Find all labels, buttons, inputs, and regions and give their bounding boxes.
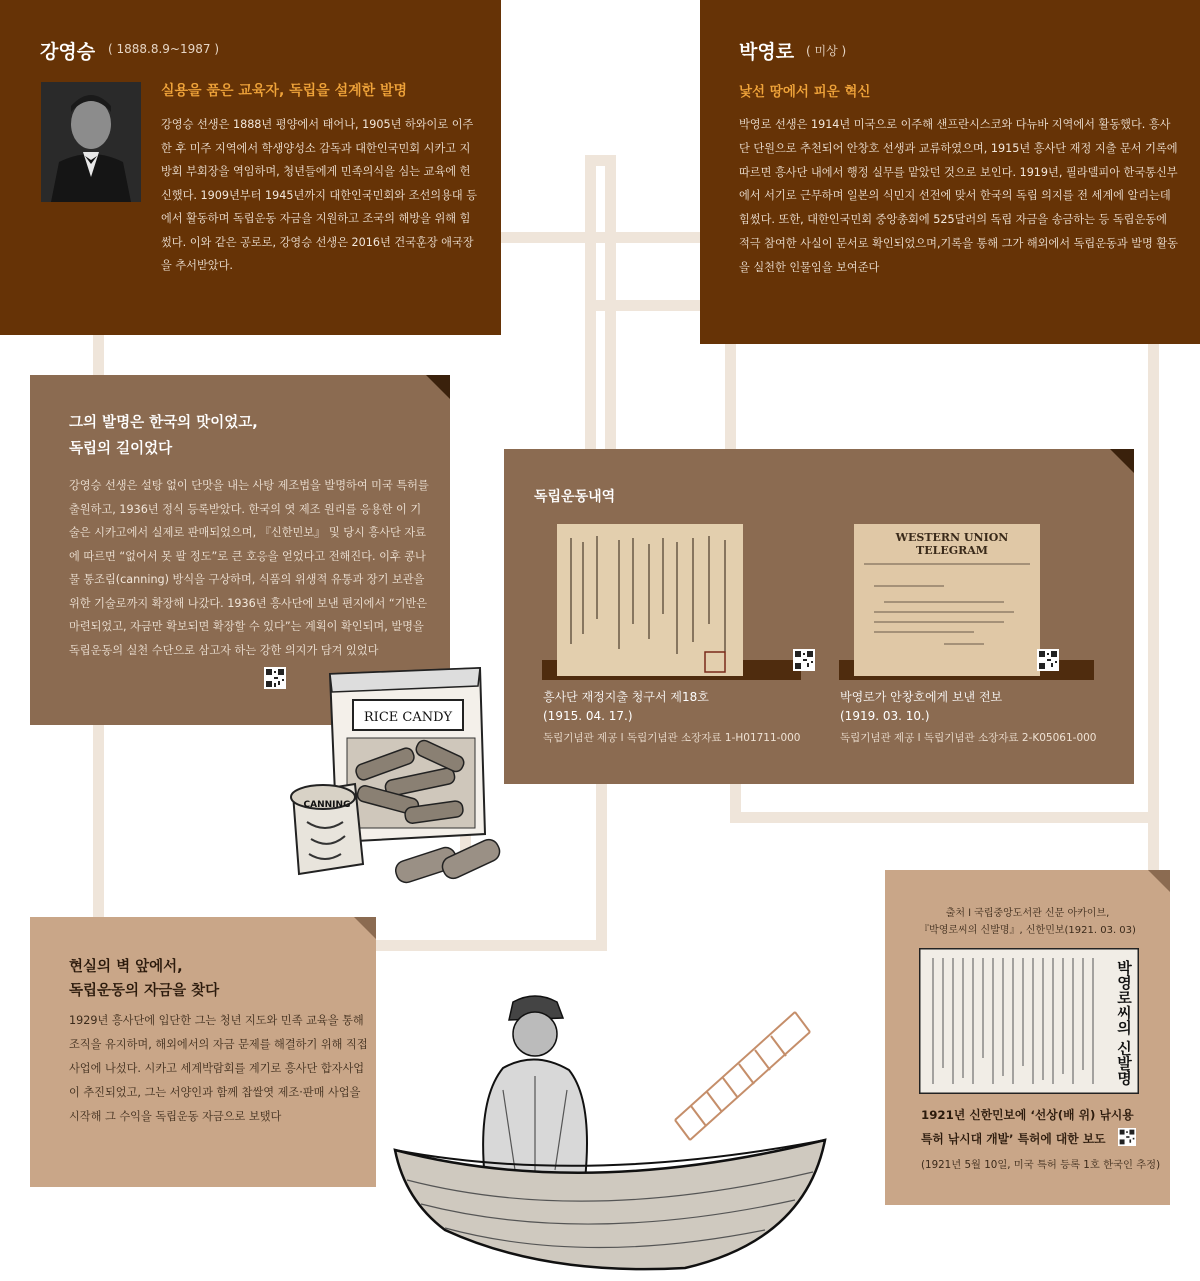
qr-code-icon[interactable] [1037,649,1059,671]
record-caption-date: (1919. 03. 10.) [840,709,930,723]
invention-title-line2: 독립의 길이었다 [69,441,173,457]
record-item-telegram [831,524,1101,764]
record-title: 독립운동내역 [534,489,616,505]
corner-fold [354,917,376,939]
funding-title-line2: 독립운동의 자금을 찾다 [69,983,220,999]
person-name: 강영승 [40,41,96,63]
bio-panel-kang [0,0,501,335]
telegram-document-image[interactable] [854,524,1040,676]
fisherman-boat-illustration [385,990,835,1280]
news-source [885,905,1170,939]
person-name: 박영로 [739,41,795,63]
invention-body: 강영승 선생은 설탕 없이 단맛을 내는 사탕 제조법을 발명하여 미국 특허를 출원하고, 1936년 정식 등록받았다. 한국의 엿 제조 원리를 응용한 이 기술은 시카고에서 실제로 판매되었으며, 『신한민보』 및 당시 흥사단 자료에 따르면 “없어서 못 팔 정도”로 큰 호응을 얻었다고 전해진다. 이후 콩나물 통조림(canning) 방식을 구상하며, 식품의 위생적 유통과 장기 보관을 위한 기술로까지 확장해 나갔다. 1936년 흥사단에 보낸 편지에서 “기반은 마련되었고, 자금만 확보되면 확장할 수 있다”는 계획이 확인되며, 발명을 독립운동의 실천 수단으로 삼고자 하는 강한 의지가 담겨 있었다 [69,479,429,657]
funding-title [69,955,219,1003]
independence-record-panel [504,449,1134,784]
person-lifespan: ( 미상 ) [806,44,847,58]
corner-fold [1110,449,1134,473]
news-headline: 박영로씨의 신발명 [1115,960,1133,1086]
corner-fold [1148,870,1170,892]
funding-body: 1929년 흥사단에 입단한 그는 청년 지도와 민족 교육을 통해 조직을 유지하며, 해외에서의 자금 문제를 해결하기 위해 직접 사업에 나섰다. 시카고 세계박람회를 계기로 흥사단 합자사업이 추진되었고, 그는 서양인과 함께 찹쌀엿 제조·판매 사업을 시작해 그 수익을 독립운동 자금으로 보탰다 [69,1014,368,1123]
qr-code-icon[interactable] [1118,1128,1136,1146]
news-caption-line2: 특허 낚시대 개발’ 특허에 대한 보도 [921,1132,1106,1146]
invention-title [69,410,258,462]
newspaper-clipping-image[interactable] [919,948,1139,1094]
rice-candy-label: RICE CANDY [363,710,453,725]
qr-code-icon[interactable] [264,667,286,689]
news-source-line1: 출처 l 국립중앙도서관 신문 아카이브, [945,908,1110,919]
rice-candy-illustration [285,664,510,902]
newspaper-panel [885,870,1170,1205]
bio-panel-park [700,0,1200,344]
bio-body: 박영로 선생은 1914년 미국으로 이주해 샌프란시스코와 다뉴바 지역에서 활동했다. 흥사단 단원으로 추천되어 안창호 선생과 교류하였으며, 1915년 흥사단 재정 지출 문서 기록에 따르면 흥사단 내에서 행정 실무를 맡았던 것으로 보인다. 1919년, 필라델피아 한국통신부에서 서기로 근무하며 일본의 식민지 선전에 맞서 한국의 독립 의지를 전 세계에 알리는데 힘썼다. 또한, 대한인국민회 중앙총회에 525달러의 독립 자금을 송금하는 등 독립운동에 적극 참여한 사실이 문서로 확인되었으며,기록을 통해 그가 해외에서 독립운동과 발명 활동을 실천한 인물임을 보여준다 [739,118,1178,274]
telegram-heading-2: TELEGRAM [916,544,988,557]
telegram-heading-1: WESTERN UNION [895,531,1009,544]
portrait-photo [41,82,141,202]
funding-title-line1: 현실의 벽 앞에서, [69,959,183,975]
funding-panel [30,917,376,1187]
canning-label: CANNING [303,800,351,810]
record-caption-source: 독립기념관 제공 l 독립기념관 소장자료 2-K05061-000 [840,732,1097,744]
invention-title-line1: 그의 발명은 한국의 맛이었고, [69,415,258,431]
corner-fold [426,375,450,399]
bio-subtitle: 실용을 품은 교육자, 독립을 설계한 발명 [161,83,408,99]
news-caption-line1: 1921년 신한민보에 ‘선상(배 위) 낚시용 [921,1108,1134,1122]
record-caption-title: 흥사단 재정지출 청구서 제18호 [543,690,709,704]
person-lifespan: ( 1888.8.9~1987 ) [108,42,220,56]
record-caption-title: 박영로가 안창호에게 보낸 전보 [840,690,1003,704]
news-source-line2: 『박영로씨의 신발명』, 신한민보(1921. 03. 03) [919,925,1136,936]
record-caption-source: 독립기념관 제공 l 독립기념관 소장자료 1-H01711-000 [543,732,801,744]
bio-body: 강영승 선생은 1888년 평양에서 태어나, 1905년 하와이로 이주한 후 미주 지역에서 학생양성소 감독과 대한인국민회 시카고 지방회 부회장을 역임하며, 청년들에게 민족의식을 심는 교육에 헌신했다. 1909년부터 1945년까지 대한인국민회와 조선의용대 등에서 활동하며 독립운동 자금을 지원하고 조국의 해방을 위해 힘썼다. 이와 같은 공로로, 강영승 선생은 2016년 건국훈장 애국장을 추서받았다. [161,118,478,272]
qr-code-icon[interactable] [793,649,815,671]
news-caption-note: (1921년 5월 10일, 미국 특허 등록 1호 한국인 추정) [921,1159,1161,1171]
record-caption-date: (1915. 04. 17.) [543,709,633,723]
bio-subtitle: 낯선 땅에서 피운 혁신 [739,84,871,100]
finance-document-image[interactable] [557,524,743,676]
record-item-finance [534,524,804,764]
